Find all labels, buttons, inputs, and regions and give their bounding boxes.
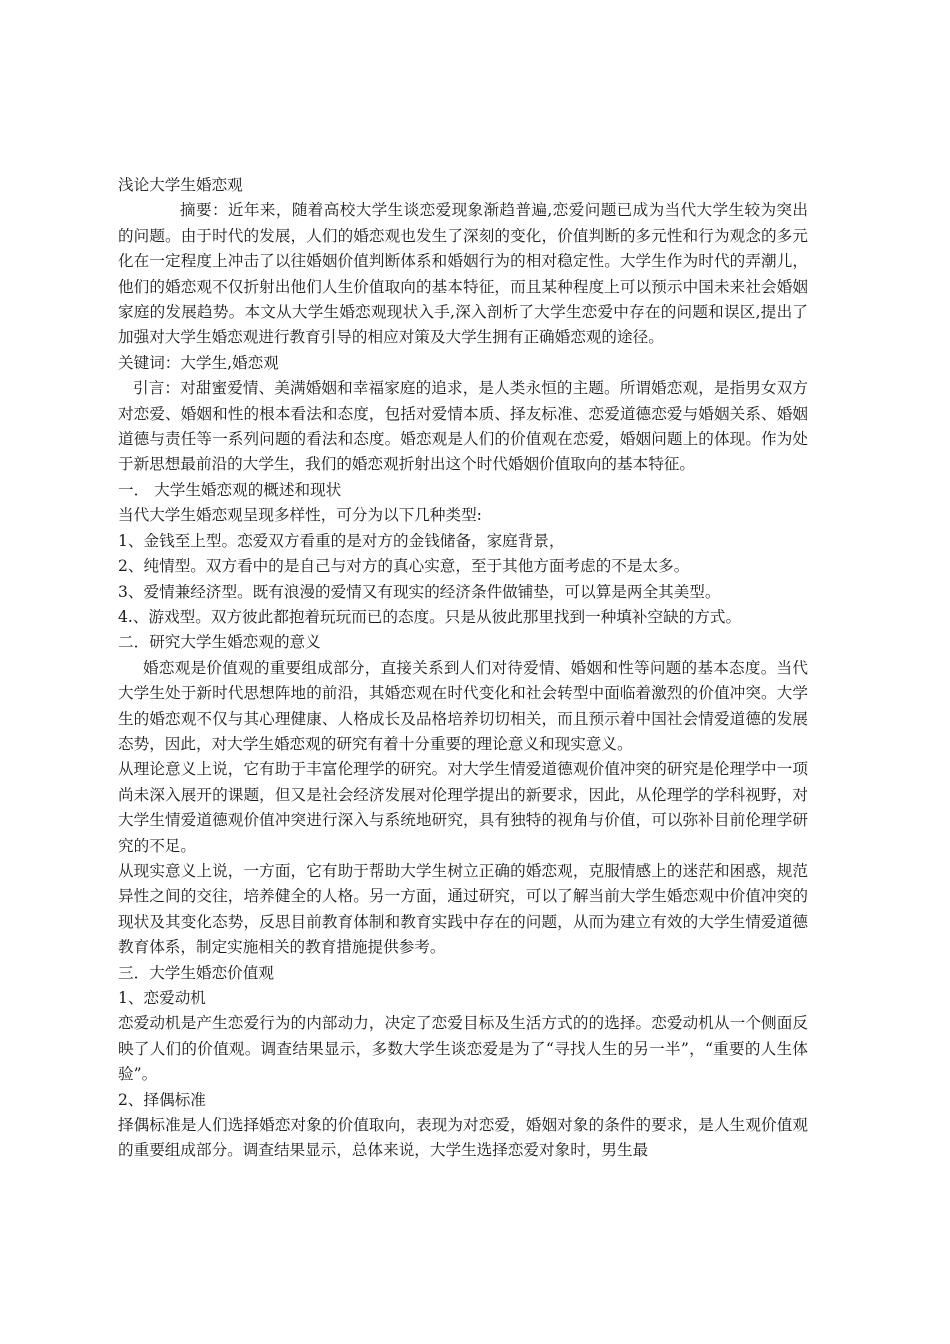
section2-paragraph-3: 从现实意义上说，一方面，它有助于帮助大学生树立正确的婚恋观，克服情感上的迷茫和困惑，规范异性之间的交往，培养健全的人格。另一方面，通过研究，可以了解当前大学生婚恋观中价值冲突的现状及其变化态势，反思目前教育体制和教育实践中存在的问题，从而为建立有效的大学生情爱道德教育体系，制定实施相关的教育措施提供参考。 — [118, 861, 808, 957]
document-page — [118, 173, 808, 1164]
document-title: 浅论大学生婚恋观 — [118, 176, 243, 194]
list-item: 3、爱情兼经济型。既有浪漫的爱情又有现实的经济条件做铺垫，可以算是两全其美型。 — [118, 582, 721, 601]
section1-lead: 当代大学生婚恋观呈现多样性，可分为以下几种类型: — [118, 506, 482, 525]
list-item: 1、金钱至上型。恋爱双方看重的是对方的金钱储备，家庭背景， — [118, 531, 565, 550]
section3-sub1-heading: 1、恋爱动机 — [118, 989, 206, 1007]
section3-sub2-body: 择偶标准是人们选择婚恋对象的价值取向，表现为对恋爱，婚姻对象的条件的要求，是人生观价值观的重要组成部分。调查结果显示，总体来说，大学生选择恋爱对象时，男生最 — [118, 1116, 808, 1160]
intro-paragraph: 引言：对甜蜜爱情、美满婚姻和幸福家庭的追求，是人类永恒的主题。所谓婚恋观，是指男女双方对恋爱、婚姻和性的根本看法和态度，包括对爱情本质、择友标准、恋爱道德恋爱与婚姻关系、婚姻道德与责任等一系列问题的看法和态度。婚恋观是人们的价值观在恋爱，婚姻问题上的体现。作为处于新思想最前沿的大学生，我们的婚恋观折射出这个时代婚姻价值取向的基本特征。 — [118, 379, 808, 474]
section3-sub2-heading: 2、择偶标准 — [118, 1090, 206, 1109]
section2-paragraph-1: 婚恋观是价值观的重要组成部分，直接关系到人们对待爱情、婚姻和性等问题的基本态度。当代大学生处于新时代思想阵地的前沿，其婚恋观在时代变化和社会转型中面临着激烈的价值冲突。大学生的婚恋观不仅与其心理健康、人格成长及品格培养切切相关，而且预示着中国社会情爱道德的发展态势，因此，对大学生婚恋观的研究有着十分重要的理论意义和现实意义。 — [118, 658, 808, 753]
section1-heading: 一． 大学生婚恋观的概述和现状 — [118, 480, 342, 499]
section3-sub1-body: 恋爱动机是产生恋爱行为的内部动力，决定了恋爱目标及生活方式的的选择。恋爱动机从一个侧面反映了人们的价值观。调查结果显示，多数大学生谈恋爱是为了“寻找人生的另一半”，“重要的人生体验”。 — [118, 1014, 808, 1084]
section3-heading: 三．大学生婚恋价值观 — [118, 963, 274, 982]
abstract-paragraph: 摘要：近年来，随着高校大学生谈恋爱现象渐趋普遍,恋爱问题已成为当代大学生较为突出的问题。由于时代的发展，人们的婚恋观也发生了深刻的变化，价值判断的多元性和行为观念的多元化在一定程度上冲击了以往婚姻价值判断体系和婚姻行为的相对稳定性。大学生作为时代的弄潮儿，他们的婚恋观不仅折射出他们人生价值取向的基本特征，而且某种程度上可以预示中国未来社会婚姻家庭的发展趋势。本文从大学生婚恋观现状入手,深入剖析了大学生恋爱中存在的问题和误区,提出了加强对大学生婚恋观进行教育引导的相应对策及大学生拥有正确婚恋观的途径。 — [118, 201, 808, 347]
list-item: 2、纯情型。双方看中的是自己与对方的真心实意，至于其他方面考虑的不是太多。 — [118, 557, 690, 576]
keywords-line: 关键词：大学生,婚恋观 — [118, 353, 279, 372]
list-item: 4.、游戏型。双方彼此都抱着玩玩而已的态度。只是从彼此那里找到一种填补空缺的方式。 — [118, 607, 742, 626]
section2-heading: 二．研究大学生婚恋观的意义 — [118, 633, 321, 652]
section2-paragraph-2: 从理论意义上说，它有助于丰富伦理学的研究。对大学生情爱道德观价值冲突的研究是伦理学中一项尚未深入展开的课题，但又是社会经济发展对伦理学提出的新要求，因此，从伦理学的学科视野，对大学生情爱道德观价值冲突进行深入与系统地研究，具有独特的视角与价值，可以弥补目前伦理学研究的不足。 — [118, 760, 808, 855]
